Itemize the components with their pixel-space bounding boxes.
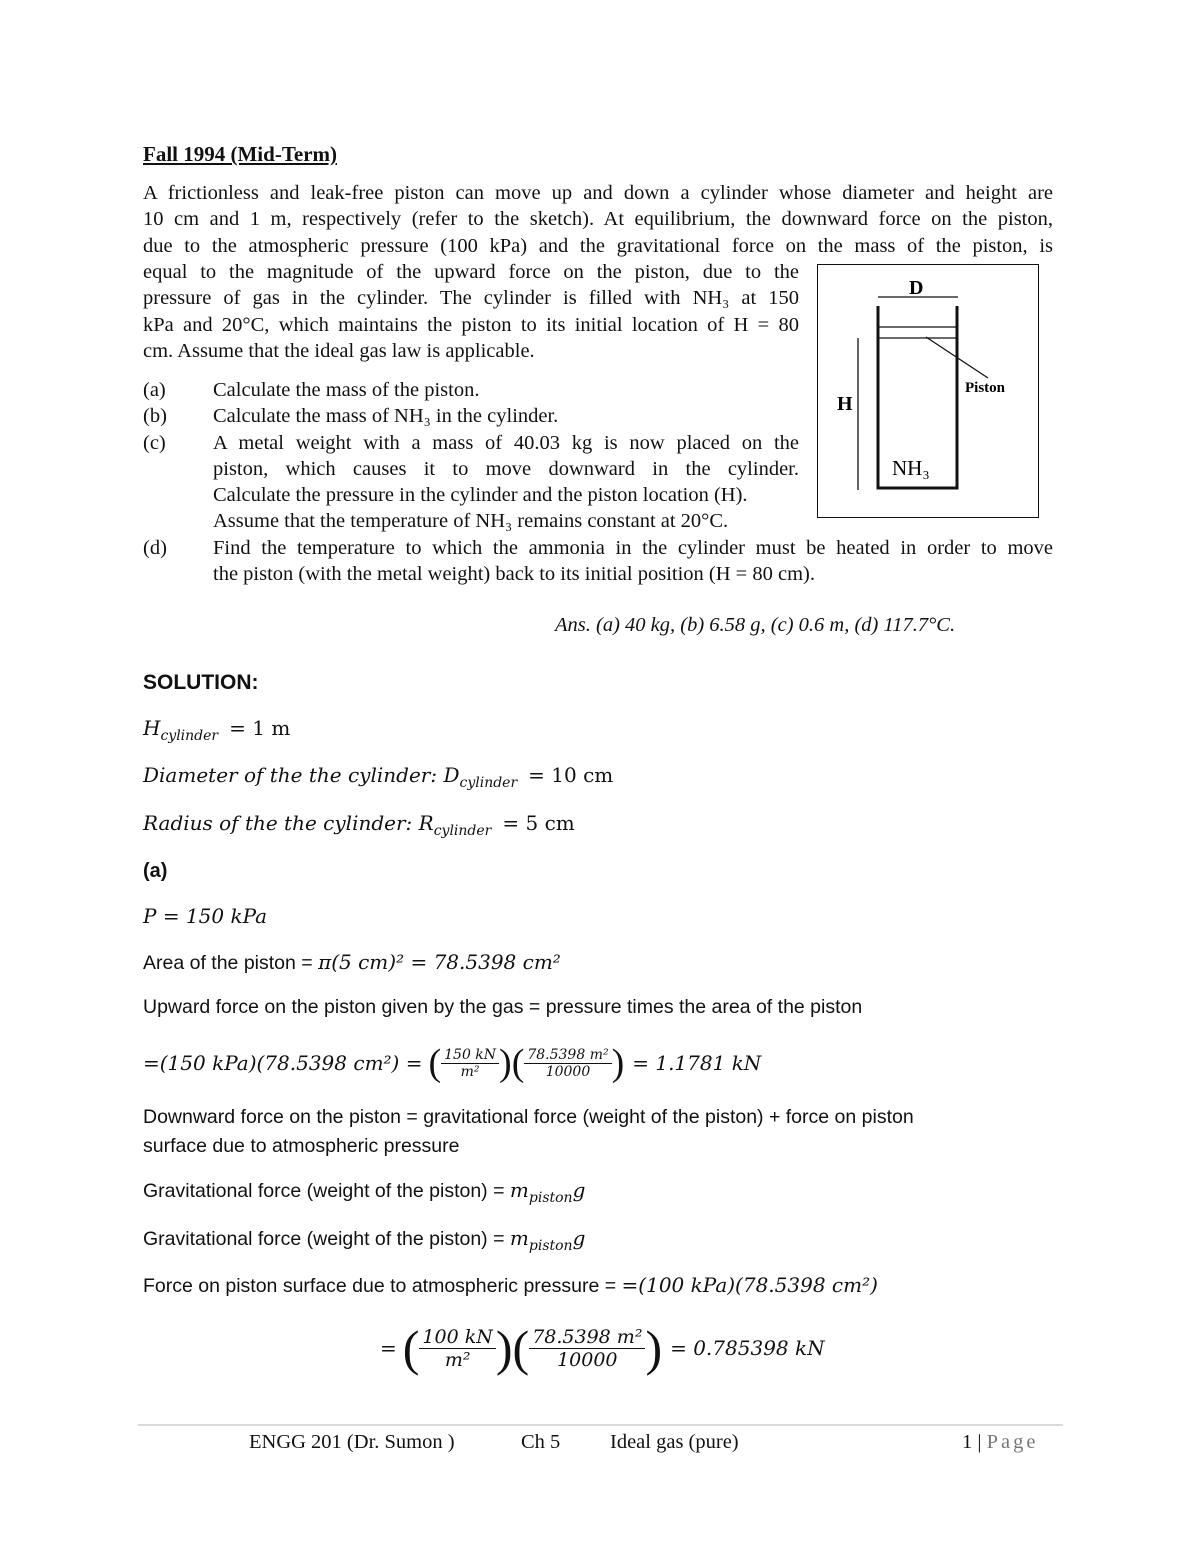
question-line: Assume that the temperature of NH₃ remains constant at 20°C. — [213, 510, 729, 533]
sketch-svg — [818, 265, 1040, 519]
eq-atmospheric-force — [143, 1273, 878, 1298]
eq-gravitational-force-repeat — [143, 1226, 585, 1254]
footer-chapter: Ch 5 — [521, 1431, 561, 1453]
question-label: (d) — [143, 536, 167, 559]
fraction-numerator: 150 kN — [441, 1047, 499, 1064]
fraction-denominator: m² — [444, 1348, 471, 1371]
question-line: Find the temperature to which the ammonia in the cylinder must be heated in order to move — [213, 536, 1053, 559]
question-line: piston, which causes it to move downward in the cylinder. — [213, 457, 799, 480]
footer-page — [962, 1431, 1038, 1454]
gas-label: NH₃ — [892, 456, 930, 480]
paren-open: ( — [402, 1320, 420, 1376]
paren-open: ( — [512, 1320, 530, 1376]
math-symbol: m — [509, 1178, 529, 1202]
problem-intro-continued — [143, 259, 799, 364]
math-result: = 1.1781 kN — [632, 1051, 762, 1075]
question-label: (a) — [143, 379, 166, 401]
grav-label: Gravitational force (weight of the piston) = — [143, 1228, 510, 1250]
downward-force-text — [143, 1103, 914, 1161]
math-rhs: = 5 cm — [502, 811, 575, 835]
footer-rule — [138, 1424, 1063, 1426]
atm-expression: =(100 kPa)(78.5398 cm²) — [621, 1273, 878, 1297]
math-text: Radius of the the cylinder: R — [143, 811, 434, 835]
page-word: Page — [986, 1431, 1039, 1453]
question-text — [213, 535, 1053, 588]
eq-gravitational-force — [143, 1178, 585, 1206]
fraction — [419, 1326, 495, 1371]
footer-course: ENGG 201 (Dr. Sumon ) — [249, 1431, 455, 1453]
math-result: = 0.785398 kN — [670, 1336, 825, 1360]
answer-line: Ans. (a) 40 kg, (b) 6.58 g, (c) 0.6 m, (d) 117.7°C. — [555, 614, 956, 636]
question-line: the piston (with the metal weight) back to its initial position (H = 80 cm). — [213, 563, 815, 586]
solution-heading: SOLUTION: — [143, 671, 259, 694]
question-text: Calculate the mass of NH₃ in the cylinder. — [213, 405, 559, 428]
fraction — [529, 1326, 645, 1371]
question-label: (b) — [143, 405, 167, 428]
intro-line: pressure of gas in the cylinder. The cylinder is filled with NH₃ at 150 — [143, 287, 799, 310]
math-symbol: g — [572, 1226, 586, 1250]
question-text: Calculate the mass of the piston. — [213, 379, 480, 401]
intro-line: kPa and 20°C, which maintains the piston to its initial location of H = 80 — [143, 313, 799, 336]
grav-label: Gravitational force (weight of the piston) = — [143, 1180, 510, 1202]
math-symbol: m — [509, 1226, 529, 1250]
intro-line: equal to the magnitude of the upward force on the piston, due to the — [143, 261, 799, 283]
math-rhs: = 10 cm — [528, 763, 614, 787]
paren-close: ) — [645, 1320, 663, 1376]
math-subscript: cylinder — [433, 823, 492, 839]
atm-label: Force on piston surface due to atmospheric pressure = — [143, 1275, 622, 1297]
question-line: Calculate the pressure in the cylinder and the piston location (H). — [213, 484, 748, 507]
paren-close: ) — [611, 1042, 625, 1084]
part-a-label: (a) — [143, 860, 168, 882]
paren-close: ) — [495, 1320, 513, 1376]
math-symbol: g — [572, 1178, 586, 1202]
page-number: 1 — [962, 1431, 973, 1453]
eq-radius — [143, 811, 575, 839]
intro-line: due to the atmospheric pressure (100 kPa) and the gravitational force on the mass of the piston, is — [143, 234, 1053, 257]
eq-upward-force — [143, 1038, 761, 1088]
math-subscript: cylinder — [459, 775, 518, 791]
math-subscript: piston — [528, 1238, 573, 1254]
fraction-numerator: 100 kN — [419, 1326, 495, 1349]
fraction — [524, 1047, 611, 1080]
fraction-denominator: m² — [460, 1063, 480, 1080]
math-lhs: =(150 kPa)(78.5398 cm²) = — [143, 1051, 423, 1075]
piston-label: Piston — [965, 380, 1006, 396]
problem-title: Fall 1994 (Mid-Term) — [143, 142, 338, 166]
eq-pressure: P = 150 kPa — [143, 904, 268, 928]
fraction-denominator: 10000 — [557, 1348, 618, 1371]
math-subscript: piston — [528, 1190, 573, 1206]
piston-cylinder-sketch — [817, 264, 1039, 518]
eq-area — [143, 950, 561, 975]
problem-intro — [143, 180, 1053, 259]
text-line: surface due to atmospheric pressure — [143, 1135, 460, 1157]
fraction-numerator: 78.5398 m² — [524, 1047, 611, 1064]
math-lhs: = — [380, 1336, 397, 1360]
paren-close: ) — [499, 1042, 512, 1084]
fraction — [441, 1047, 499, 1080]
question-text — [213, 430, 799, 535]
question-label: (c) — [143, 431, 166, 454]
math-symbol: H — [143, 716, 161, 740]
footer-topic: Ideal gas (pure) — [610, 1431, 739, 1453]
intro-line: A frictionless and leak-free piston can move up and down a cylinder whose diameter and height are — [143, 182, 1053, 204]
height-label: H — [837, 393, 853, 415]
eq-diameter — [143, 763, 613, 791]
text-line: Downward force on the piston = gravitational force (weight of the piston) + force on piston — [143, 1106, 914, 1128]
intro-line: 10 cm and 1 m, respectively (refer to the sketch). At equilibrium, the downward force on the piston, — [143, 208, 1053, 231]
intro-line: cm. Assume that the ideal gas law is applicable. — [143, 339, 535, 362]
math-text: Diameter of the the cylinder: D — [143, 763, 460, 787]
math-rhs: = 1 m — [229, 716, 291, 740]
diameter-label: D — [909, 277, 924, 299]
paren-open: ( — [428, 1042, 442, 1084]
page-separator: | — [972, 1431, 987, 1453]
area-expression: π(5 cm)² = 78.5398 cm² — [318, 950, 561, 974]
question-line: A metal weight with a mass of 40.03 kg is now placed on the — [213, 431, 799, 454]
eq-atmospheric-calc — [380, 1318, 825, 1378]
eq-height — [143, 716, 290, 744]
math-subscript: cylinder — [160, 728, 219, 744]
paren-open: ( — [511, 1042, 525, 1084]
fraction-denominator: 10000 — [545, 1063, 591, 1080]
area-label: Area of the piston = — [143, 952, 319, 974]
fraction-numerator: 78.5398 m² — [529, 1326, 645, 1349]
upward-force-text: Upward force on the piston given by the gas = pressure times the area of the piston — [143, 996, 863, 1018]
